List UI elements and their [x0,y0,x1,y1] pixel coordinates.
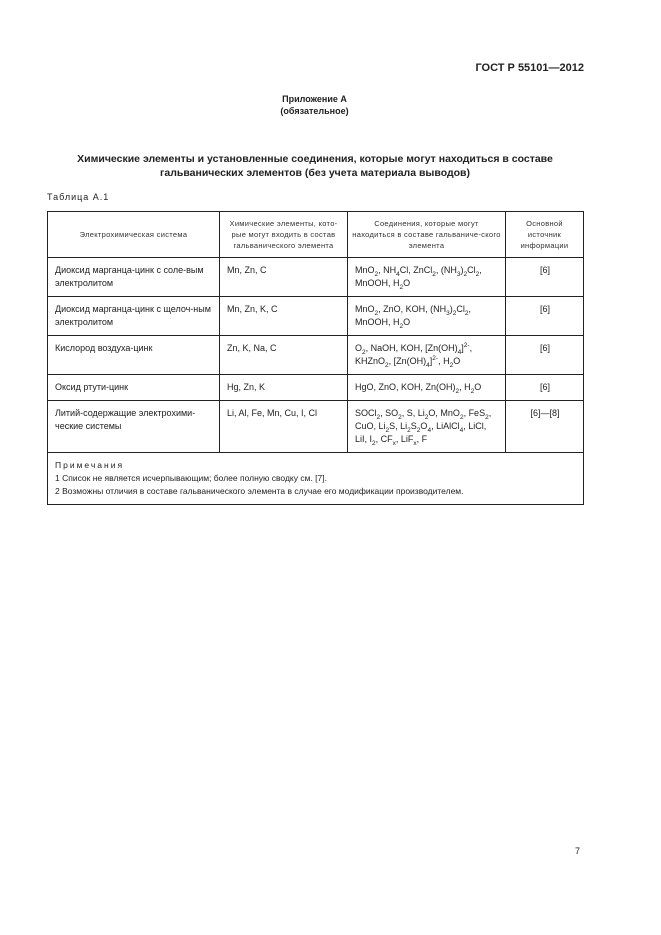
cell-compounds: MnO$_2$, $NH_4Cl$, ZnCl$_2$, $(NH_3)_2Cl_2$, MnOOH, $H_2O$ [348,258,506,297]
table-row [48,297,584,336]
annex-block [0,93,629,117]
annex-heading [47,152,583,180]
cell-elements: Zn, K, Na, C [220,336,348,375]
cell-elements: Li, Al, Fe, Mn, Cu, I, Cl [220,401,348,453]
cell-compounds: MnO$_2$, ZnO, KOH, $(NH_3)_2Cl_2$, MnOOH, $H_2O$ [348,297,506,336]
cell-source: [6] [506,375,584,401]
cell-source: [6] [506,336,584,375]
standard-number: ГОСТ Р 55101—2012 [475,62,584,74]
cell-system: Диоксид марганца-цинк с соле-вым электролитом [48,258,220,297]
header-elements: Химические элементы, кото-рые могут входить в состав гальванического элемента [220,212,348,258]
table-header-row [48,212,584,258]
table-caption: Таблица А.1 [47,192,110,202]
page-number: 7 [575,846,581,856]
heading-line-1: Химические элементы и установленные соединения, которые могут находиться в составе [77,153,553,165]
annex-status: (обязательное) [280,106,349,116]
table-row [48,375,584,401]
cell-system: Оксид ртути-цинк [48,375,220,401]
header-source: Основной источник информации [506,212,584,258]
annex-title: Приложение А [282,94,347,104]
header-compounds: Соединения, которые могут находиться в составе гальваниче-ского элемента [348,212,506,258]
header-system: Электрохимическая система [48,212,220,258]
cell-source: [6] [506,297,584,336]
notes-title: Примечания [55,460,125,470]
note-item: 2 Возможны отличия в составе гальванического элемента в случае его модификации производителем. [55,486,464,496]
cell-system: Кислород воздуха-цинк [48,336,220,375]
cell-system: Литий-содержащие электрохими-ческие системы [48,401,220,453]
cell-compounds: $O_2$, NaOH, KOH, $[Zn(OH)_4]^{2-}$, KHZnO$_2$, $[Zn(OH)_4]^{2-}$, $H_2O$ [348,336,506,375]
cell-source: [6]—[8] [506,401,584,453]
note-item: 1 Список не является исчерпывающим; более полную сводку см. [7]. [55,473,327,483]
cell-elements: Mn, Zn, C [220,258,348,297]
elements-table [47,211,584,505]
cell-elements: Mn, Zn, K, C [220,297,348,336]
cell-system: Диоксид марганца-цинк с щелоч-ным электролитом [48,297,220,336]
table-body [48,258,584,453]
table-row [48,336,584,375]
cell-compounds: SOCl$_2$, $SO_2$, S, $Li_2O$, MnO$_2$, FeS$_2$, CuO, $Li_2S$, $Li_2S_2O_4$, LiAlCl$_4$, LiCl, LiI, $I_2$, $CF_x$, LiF$_x$, F [348,401,506,453]
notes-row [48,453,584,505]
cell-compounds: HgO, ZnO, KOH, $Zn(OH)_2$, $H_2O$ [348,375,506,401]
table-row [48,401,584,453]
cell-elements: Hg, Zn, K [220,375,348,401]
heading-line-2: гальванических элементов (без учета материала выводов) [159,167,471,179]
cell-source: [6] [506,258,584,297]
table-row [48,258,584,297]
notes-cell [48,453,584,505]
